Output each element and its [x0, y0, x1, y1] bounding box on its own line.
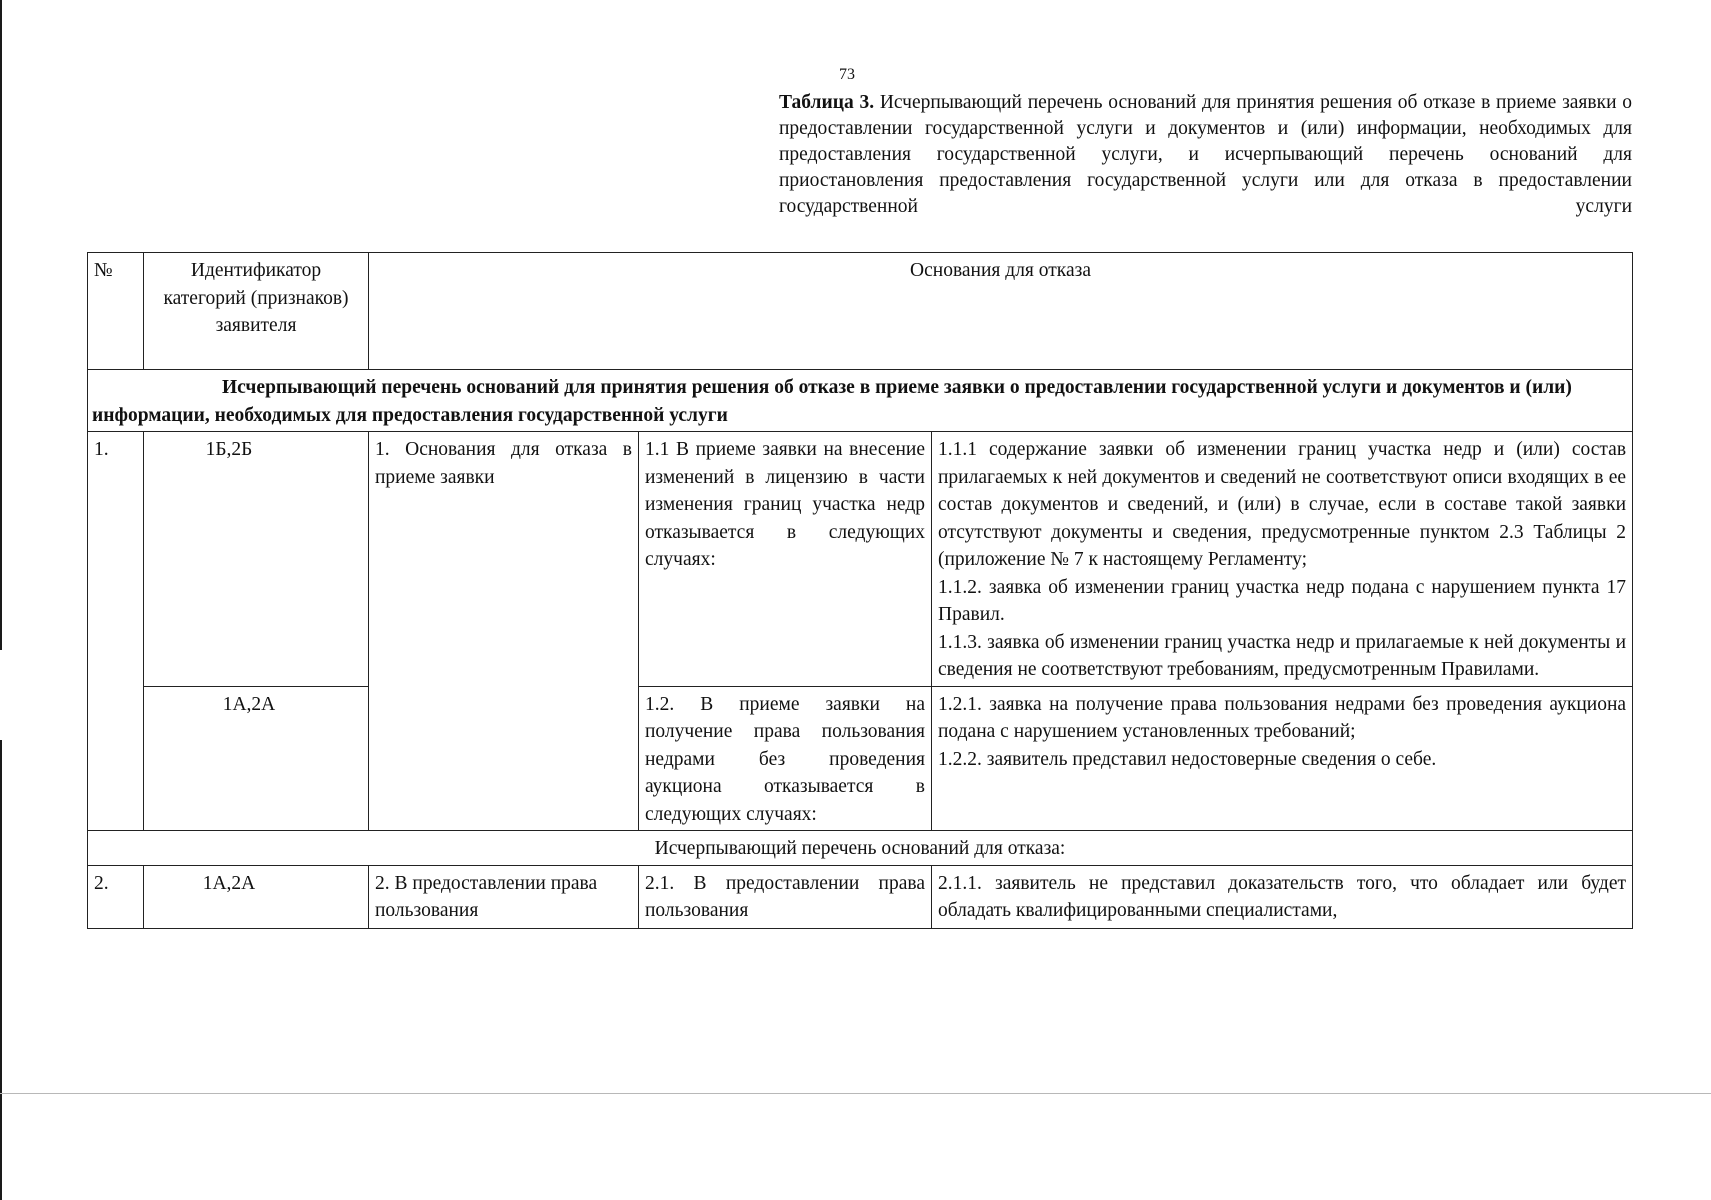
header-identifier: Идентификатор категорий (признаков) заявителя	[144, 253, 369, 370]
scan-edge-bottom	[0, 740, 2, 1200]
reason-1-1-2: 1.1.2. заявка об изменении границ участка недр подана с нарушением пункта 17 Правил.	[938, 576, 1627, 625]
refusal-grounds-table	[87, 252, 1632, 929]
row-1a-reasons	[932, 432, 1633, 687]
section-2-title: Исчерпывающий перечень оснований для отказа:	[88, 831, 1633, 866]
scan-edge-top	[0, 0, 2, 650]
caption-text: Исчерпывающий перечень оснований для принятия решения об отказе в приеме заявки о предоставлении государственной услуги и документов и (или) информации, необходимых для предоставления государственной услуги, и исчерпывающий перечень оснований для приостановления предоставления государственной услуги или для отказа в предоставлении государственной услуги	[779, 92, 1633, 217]
reason-1-1-1: 1.1.1 содержание заявки об изменении границ участка недр и (или) состав прилагаемых к ней документов и сведений не соответствуют описи входящих в ее состав документов и сведений, и (или) в случае, если в составе такой заявки отсутствуют документы и сведения, предусмотренные пунктом 2.3 Таблицы 2 (приложение № 7 к настоящему Регламенту;	[938, 439, 1627, 570]
row-2-case: 2.1. В предоставлении права пользования	[639, 865, 932, 928]
table-header-row	[88, 253, 1633, 370]
table-row-1a	[88, 432, 1633, 687]
page-number: 73	[839, 66, 855, 83]
header-grounds: Основания для отказа	[369, 253, 1633, 370]
row-1a-case: 1.1 В приеме заявки на внесение изменений в лицензию в части изменения границ участка недр отказывается в следующих случаях:	[639, 432, 932, 687]
caption-label: Таблица 3.	[779, 92, 875, 113]
row-2-group: 2. В предоставлении права пользования	[369, 865, 639, 928]
row-2-identifier: 1А,2А	[144, 865, 369, 928]
table-row-2	[88, 865, 1633, 928]
section-row-1	[88, 370, 1633, 432]
row-2-num: 2.	[88, 865, 144, 928]
section-1-title: Исчерпывающий перечень оснований для принятия решения об отказе в приеме заявки о предоставлении государственной услуги и документов и (или) информации, необходимых для предоставления государственной услуги	[88, 370, 1633, 432]
row-1b-identifier: 1А,2А	[144, 686, 369, 831]
row-1-group: 1. Основания для отказа в приеме заявки	[369, 432, 639, 831]
row-1a-identifier: 1Б,2Б	[144, 432, 369, 687]
reason-1-2-2: 1.2.2. заявитель представил недостоверные сведения о себе.	[938, 748, 1437, 770]
header-num: №	[88, 253, 144, 370]
row-1b-reasons	[932, 686, 1633, 831]
table-row-1b	[88, 686, 1633, 831]
row-2-reason: 2.1.1. заявитель не представил доказательств того, что обладает или будет обладать квалифицированными специалистами,	[932, 865, 1633, 928]
reason-1-2-1: 1.2.1. заявка на получение права пользования недрами без проведения аукциона подана с нарушением установленных требований;	[938, 693, 1627, 742]
scan-fold-line	[0, 1093, 1711, 1094]
row-1b-case: 1.2. В приеме заявки на получение права пользования недрами без проведения аукциона отказывается в следующих случаях:	[639, 686, 932, 831]
row-1-num: 1.	[88, 432, 144, 831]
section-row-2	[88, 831, 1633, 866]
table-caption	[779, 90, 1632, 220]
reason-1-1-3: 1.1.3. заявка об изменении границ участка недр и прилагаемые к ней документы и сведения не соответствуют требованиям, предусмотренным Правилами.	[938, 631, 1627, 680]
